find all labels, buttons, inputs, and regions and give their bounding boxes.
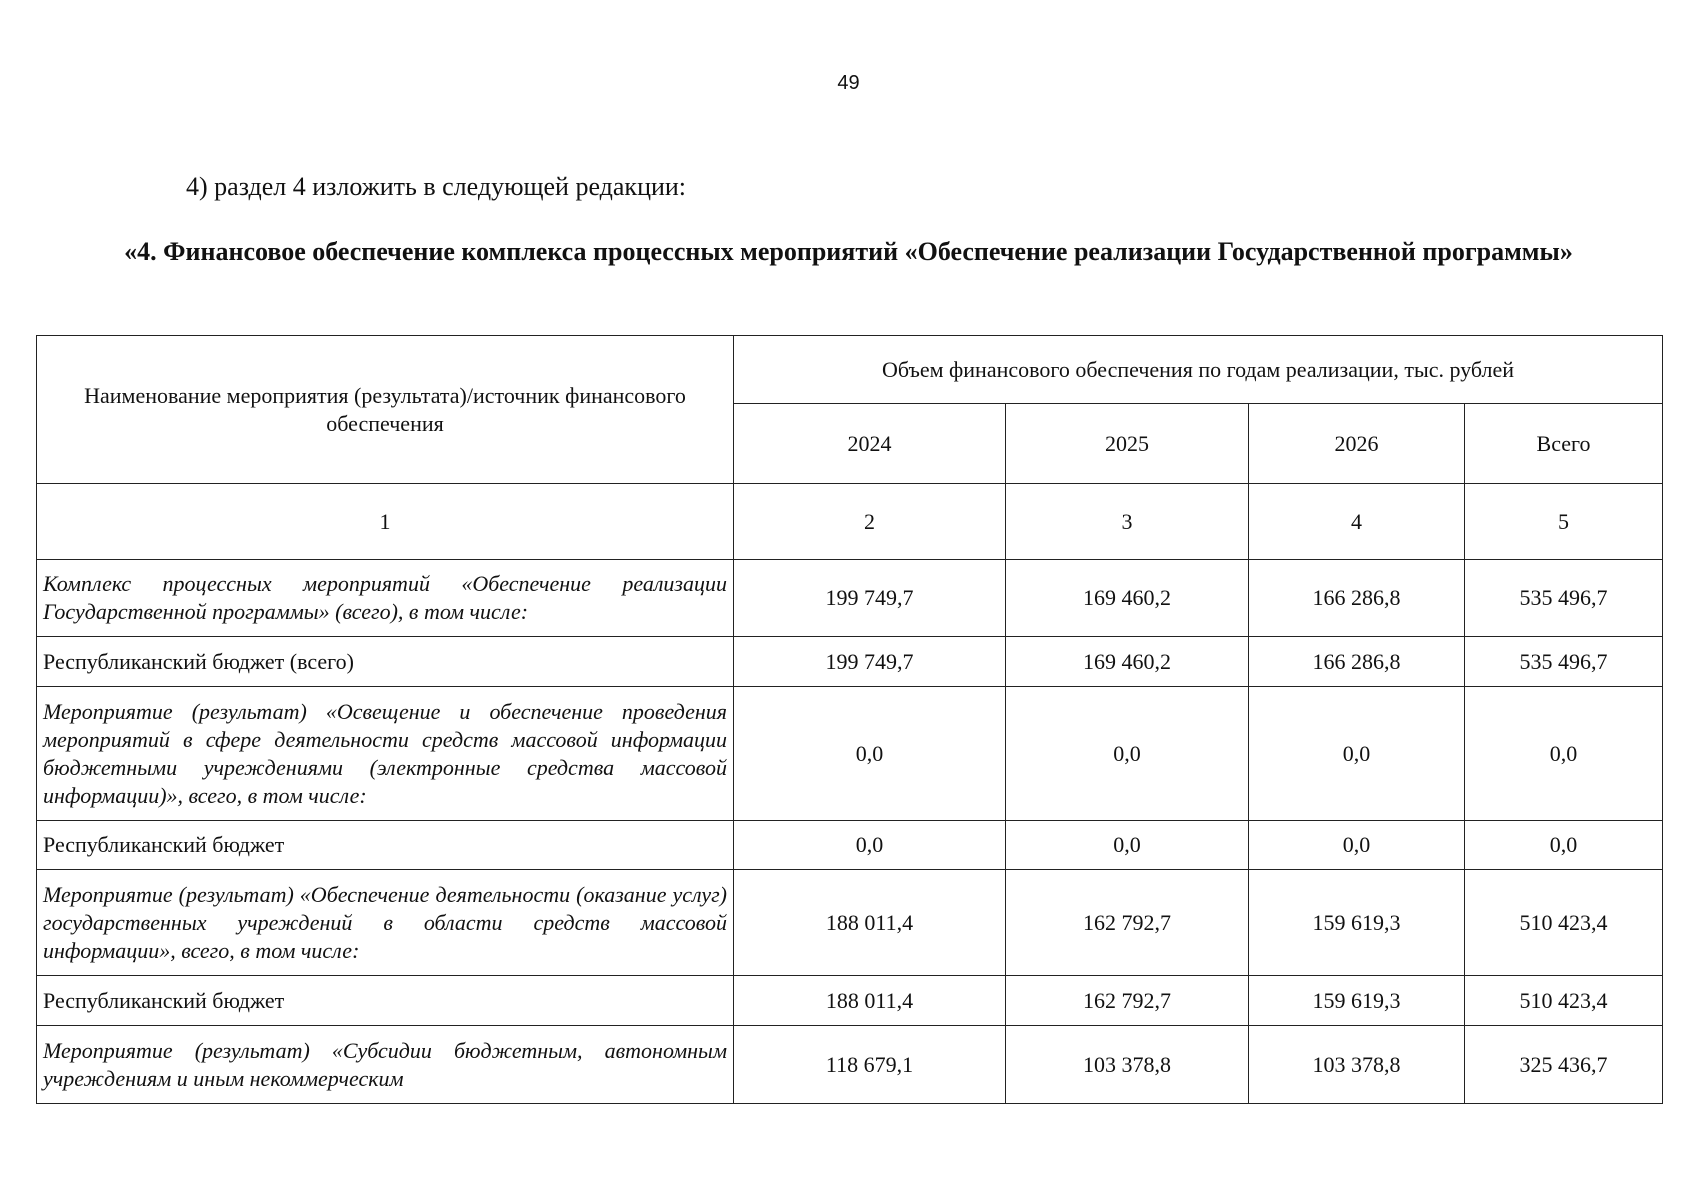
financing-table [36, 335, 1663, 1104]
value-2024: 118 679,1 [734, 1026, 1006, 1104]
value-2026: 159 619,3 [1249, 976, 1465, 1026]
value-2025: 169 460,2 [1006, 560, 1249, 637]
header-volume: Объем финансового обеспечения по годам реализации, тыс. рублей [734, 336, 1663, 404]
column-number: 1 [37, 484, 734, 560]
value-2026: 159 619,3 [1249, 870, 1465, 976]
value-total: 510 423,4 [1465, 870, 1663, 976]
value-2025: 169 460,2 [1006, 637, 1249, 687]
header-name: Наименование мероприятия (результата)/источник финансового обеспечения [37, 336, 734, 484]
page-number: 49 [837, 72, 860, 94]
row-name: Комплекс процессных мероприятий «Обеспечение реализации Государственной программы» (всего), в том числе: [37, 560, 734, 637]
column-number-row [37, 484, 1663, 560]
value-total: 325 436,7 [1465, 1026, 1663, 1104]
table-row [37, 870, 1663, 976]
column-number: 2 [734, 484, 1006, 560]
value-total: 535 496,7 [1465, 560, 1663, 637]
value-2025: 162 792,7 [1006, 976, 1249, 1026]
value-2024: 188 011,4 [734, 870, 1006, 976]
table-row [37, 976, 1663, 1026]
value-2026: 103 378,8 [1249, 1026, 1465, 1104]
column-number: 4 [1249, 484, 1465, 560]
value-2025: 0,0 [1006, 687, 1249, 821]
value-2025: 0,0 [1006, 821, 1249, 870]
value-2025: 162 792,7 [1006, 870, 1249, 976]
value-total: 0,0 [1465, 687, 1663, 821]
intro-text: 4) раздел 4 изложить в следующей редакции: [186, 172, 687, 201]
header-year-2026: 2026 [1249, 404, 1465, 484]
row-name: Мероприятие (результат) «Обеспечение деятельности (оказание услуг) государственных учреждений в области средств массовой информации», всего, в том числе: [37, 870, 734, 976]
table-row [37, 821, 1663, 870]
column-number: 5 [1465, 484, 1663, 560]
row-name: Республиканский бюджет [37, 976, 734, 1026]
row-name: Мероприятие (результат) «Субсидии бюджетным, автономным учреждениям и иным некоммерческим [37, 1026, 734, 1104]
value-2024: 199 749,7 [734, 637, 1006, 687]
value-2024: 199 749,7 [734, 560, 1006, 637]
value-2024: 0,0 [734, 687, 1006, 821]
table-header-row [37, 336, 1663, 404]
row-name: Мероприятие (результат) «Освещение и обеспечение проведения мероприятий в сфере деятельности средств массовой информации бюджетными учреждениями (электронные средства массовой информации)», всего, в том числе: [37, 687, 734, 821]
value-2024: 0,0 [734, 821, 1006, 870]
row-name: Республиканский бюджет (всего) [37, 637, 734, 687]
column-number: 3 [1006, 484, 1249, 560]
value-2025: 103 378,8 [1006, 1026, 1249, 1104]
value-2024: 188 011,4 [734, 976, 1006, 1026]
value-2026: 166 286,8 [1249, 560, 1465, 637]
table-row [37, 687, 1663, 821]
table-row [37, 637, 1663, 687]
table-row [37, 1026, 1663, 1104]
value-total: 535 496,7 [1465, 637, 1663, 687]
section-heading: «4. Финансовое обеспечение комплекса процессных мероприятий «Обеспечение реализации Государственной программы» [124, 237, 1573, 266]
table-row [37, 560, 1663, 637]
header-total: Всего [1465, 404, 1663, 484]
value-2026: 0,0 [1249, 687, 1465, 821]
value-total: 510 423,4 [1465, 976, 1663, 1026]
row-name: Республиканский бюджет [37, 821, 734, 870]
value-2026: 0,0 [1249, 821, 1465, 870]
value-2026: 166 286,8 [1249, 637, 1465, 687]
value-total: 0,0 [1465, 821, 1663, 870]
header-year-2025: 2025 [1006, 404, 1249, 484]
header-year-2024: 2024 [734, 404, 1006, 484]
